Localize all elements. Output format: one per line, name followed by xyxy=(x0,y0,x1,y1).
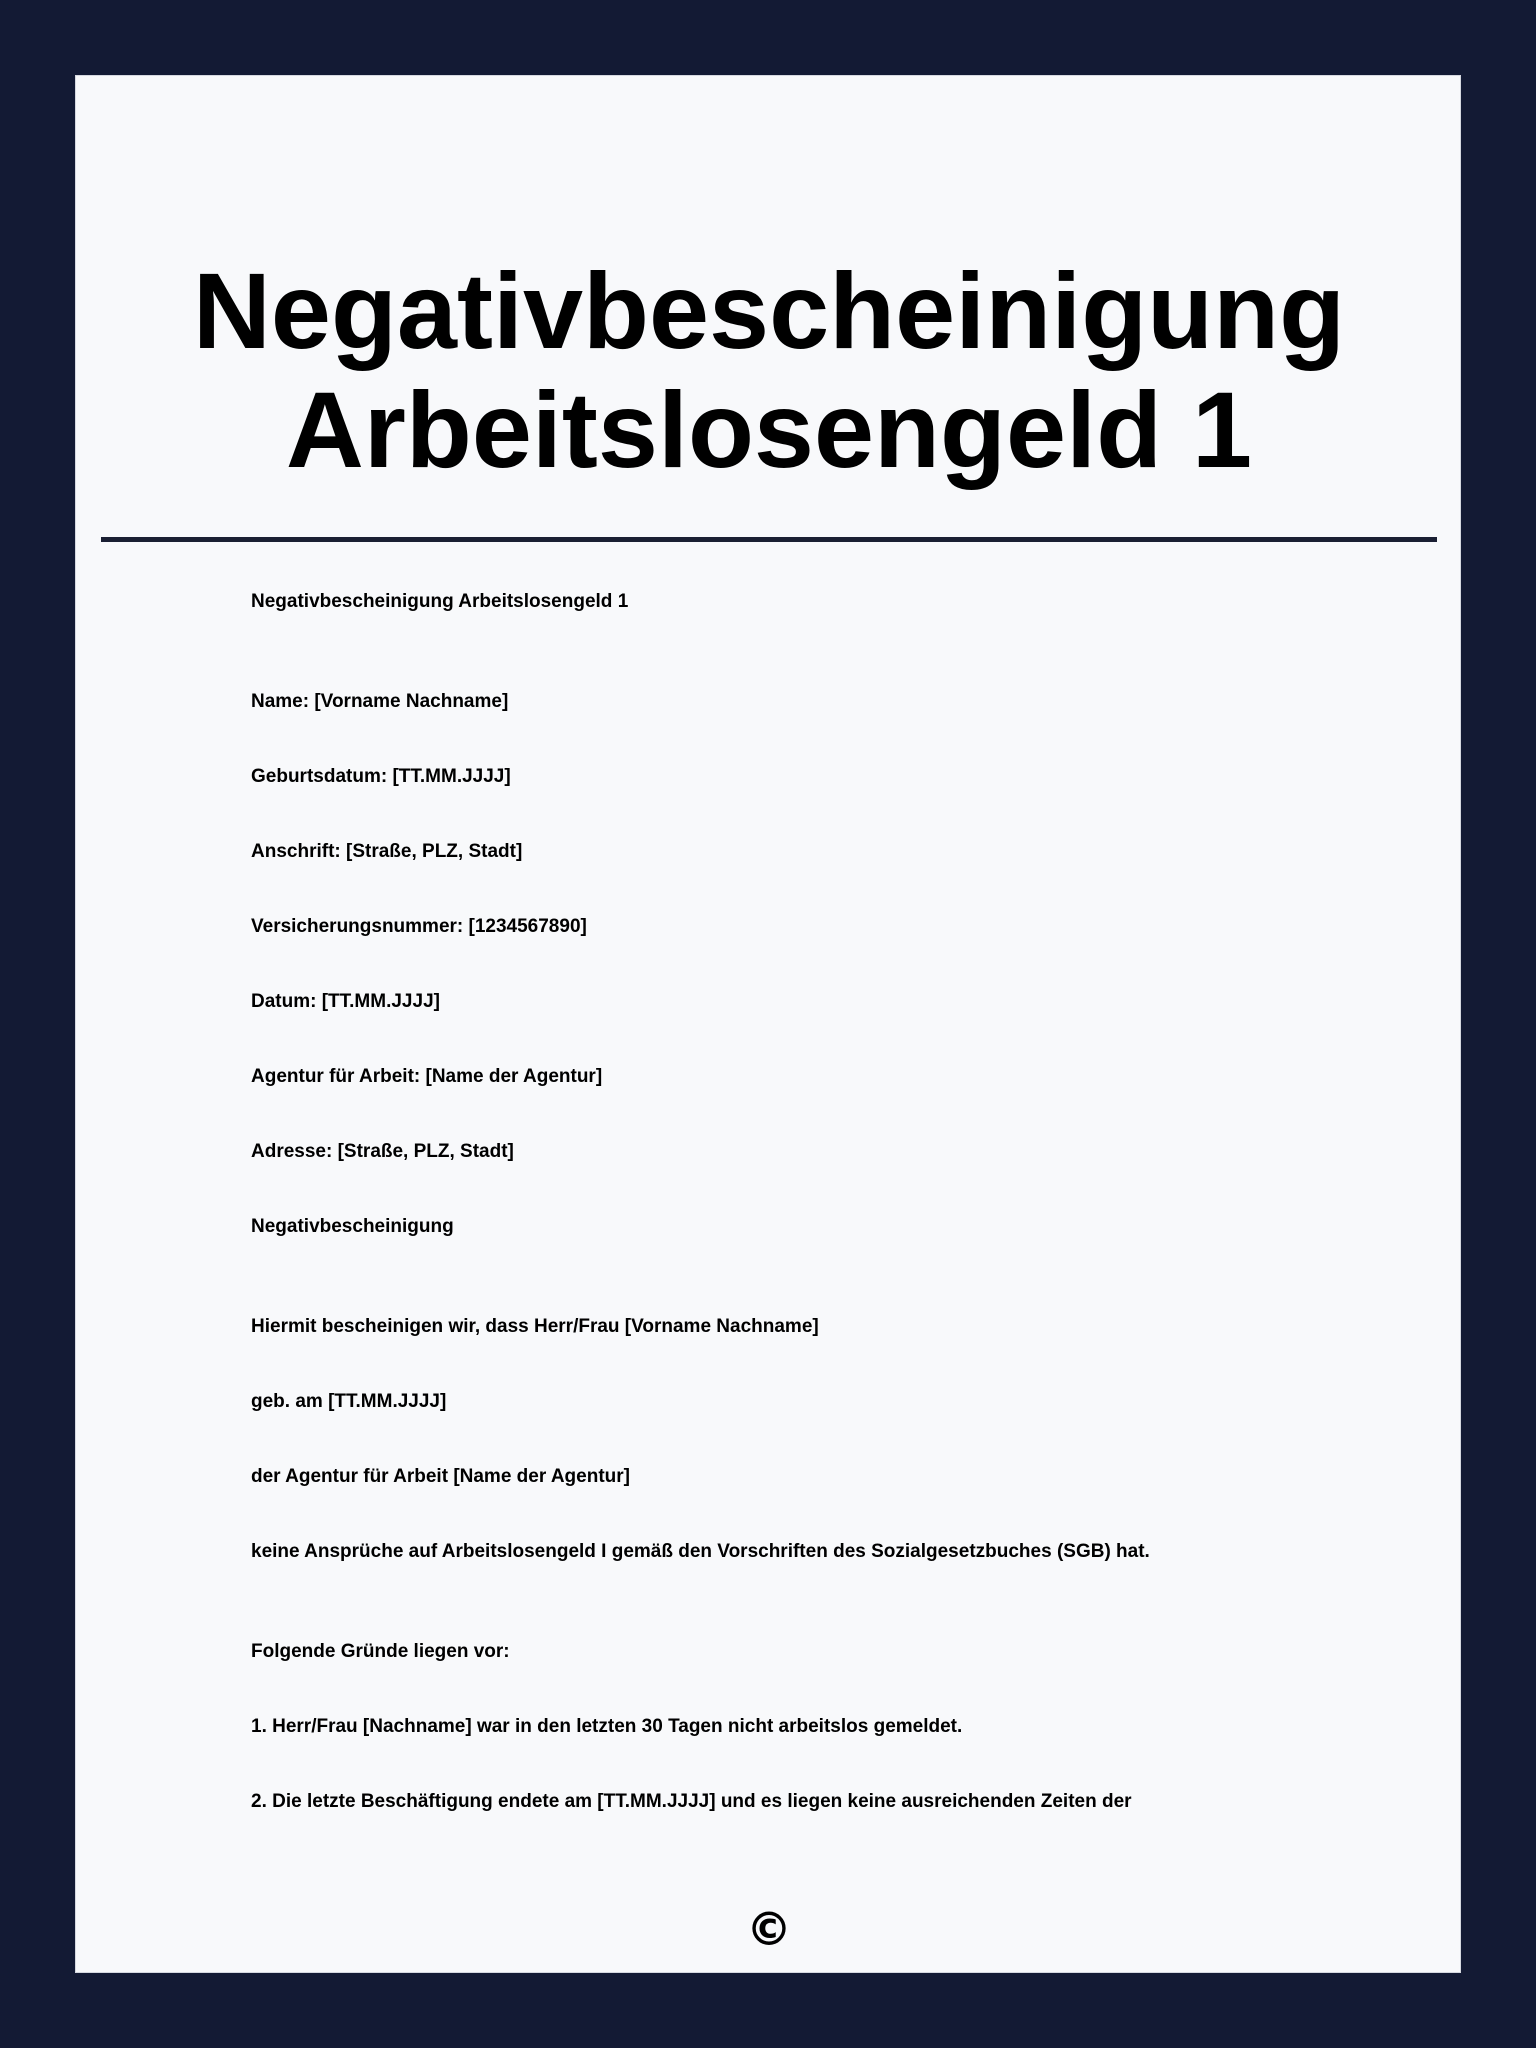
title-divider xyxy=(101,537,1437,542)
field-date: Datum: [TT.MM.JJJJ] xyxy=(251,991,440,1012)
field-agency: Agentur für Arbeit: [Name der Agentur] xyxy=(251,1066,603,1087)
reasons-heading: Folgende Gründe liegen vor: xyxy=(251,1641,510,1662)
heading-line: Negativbescheinigung Arbeitslosengeld 1 xyxy=(251,591,629,612)
body-line: Hiermit bescheinigen wir, dass Herr/Frau [Vorname Nachname] xyxy=(251,1316,819,1337)
reason-item: 2. Die letzte Beschäftigung endete am [TT.MM.JJJJ] und es liegen keine ausreichenden Zeiten der xyxy=(251,1791,1132,1812)
body-line: der Agentur für Arbeit [Name der Agentur] xyxy=(251,1466,630,1487)
title-line-2: Arbeitslosengeld 1 xyxy=(285,369,1253,490)
body-line: keine Ansprüche auf Arbeitslosengeld I gemäß den Vorschriften des Sozialgesetzbuches (SGB) hat. xyxy=(251,1541,1150,1562)
field-birthdate: Geburtsdatum: [TT.MM.JJJJ] xyxy=(251,766,511,787)
document-title xyxy=(76,251,1462,489)
body-line: geb. am [TT.MM.JJJJ] xyxy=(251,1391,447,1412)
reason-item: 1. Herr/Frau [Nachname] war in den letzten 30 Tagen nicht arbeitslos gemeldet. xyxy=(251,1716,963,1737)
field-address: Anschrift: [Straße, PLZ, Stadt] xyxy=(251,841,523,862)
copyright-icon: © xyxy=(746,1902,792,1956)
field-insurance-number: Versicherungsnummer: [1234567890] xyxy=(251,916,587,937)
title-line-1: Negativbescheinigung xyxy=(192,250,1346,371)
field-name: Name: [Vorname Nachname] xyxy=(251,691,509,712)
field-agency-address: Adresse: [Straße, PLZ, Stadt] xyxy=(251,1141,514,1162)
document-page xyxy=(75,75,1461,1973)
section-heading: Negativbescheinigung xyxy=(251,1216,454,1237)
